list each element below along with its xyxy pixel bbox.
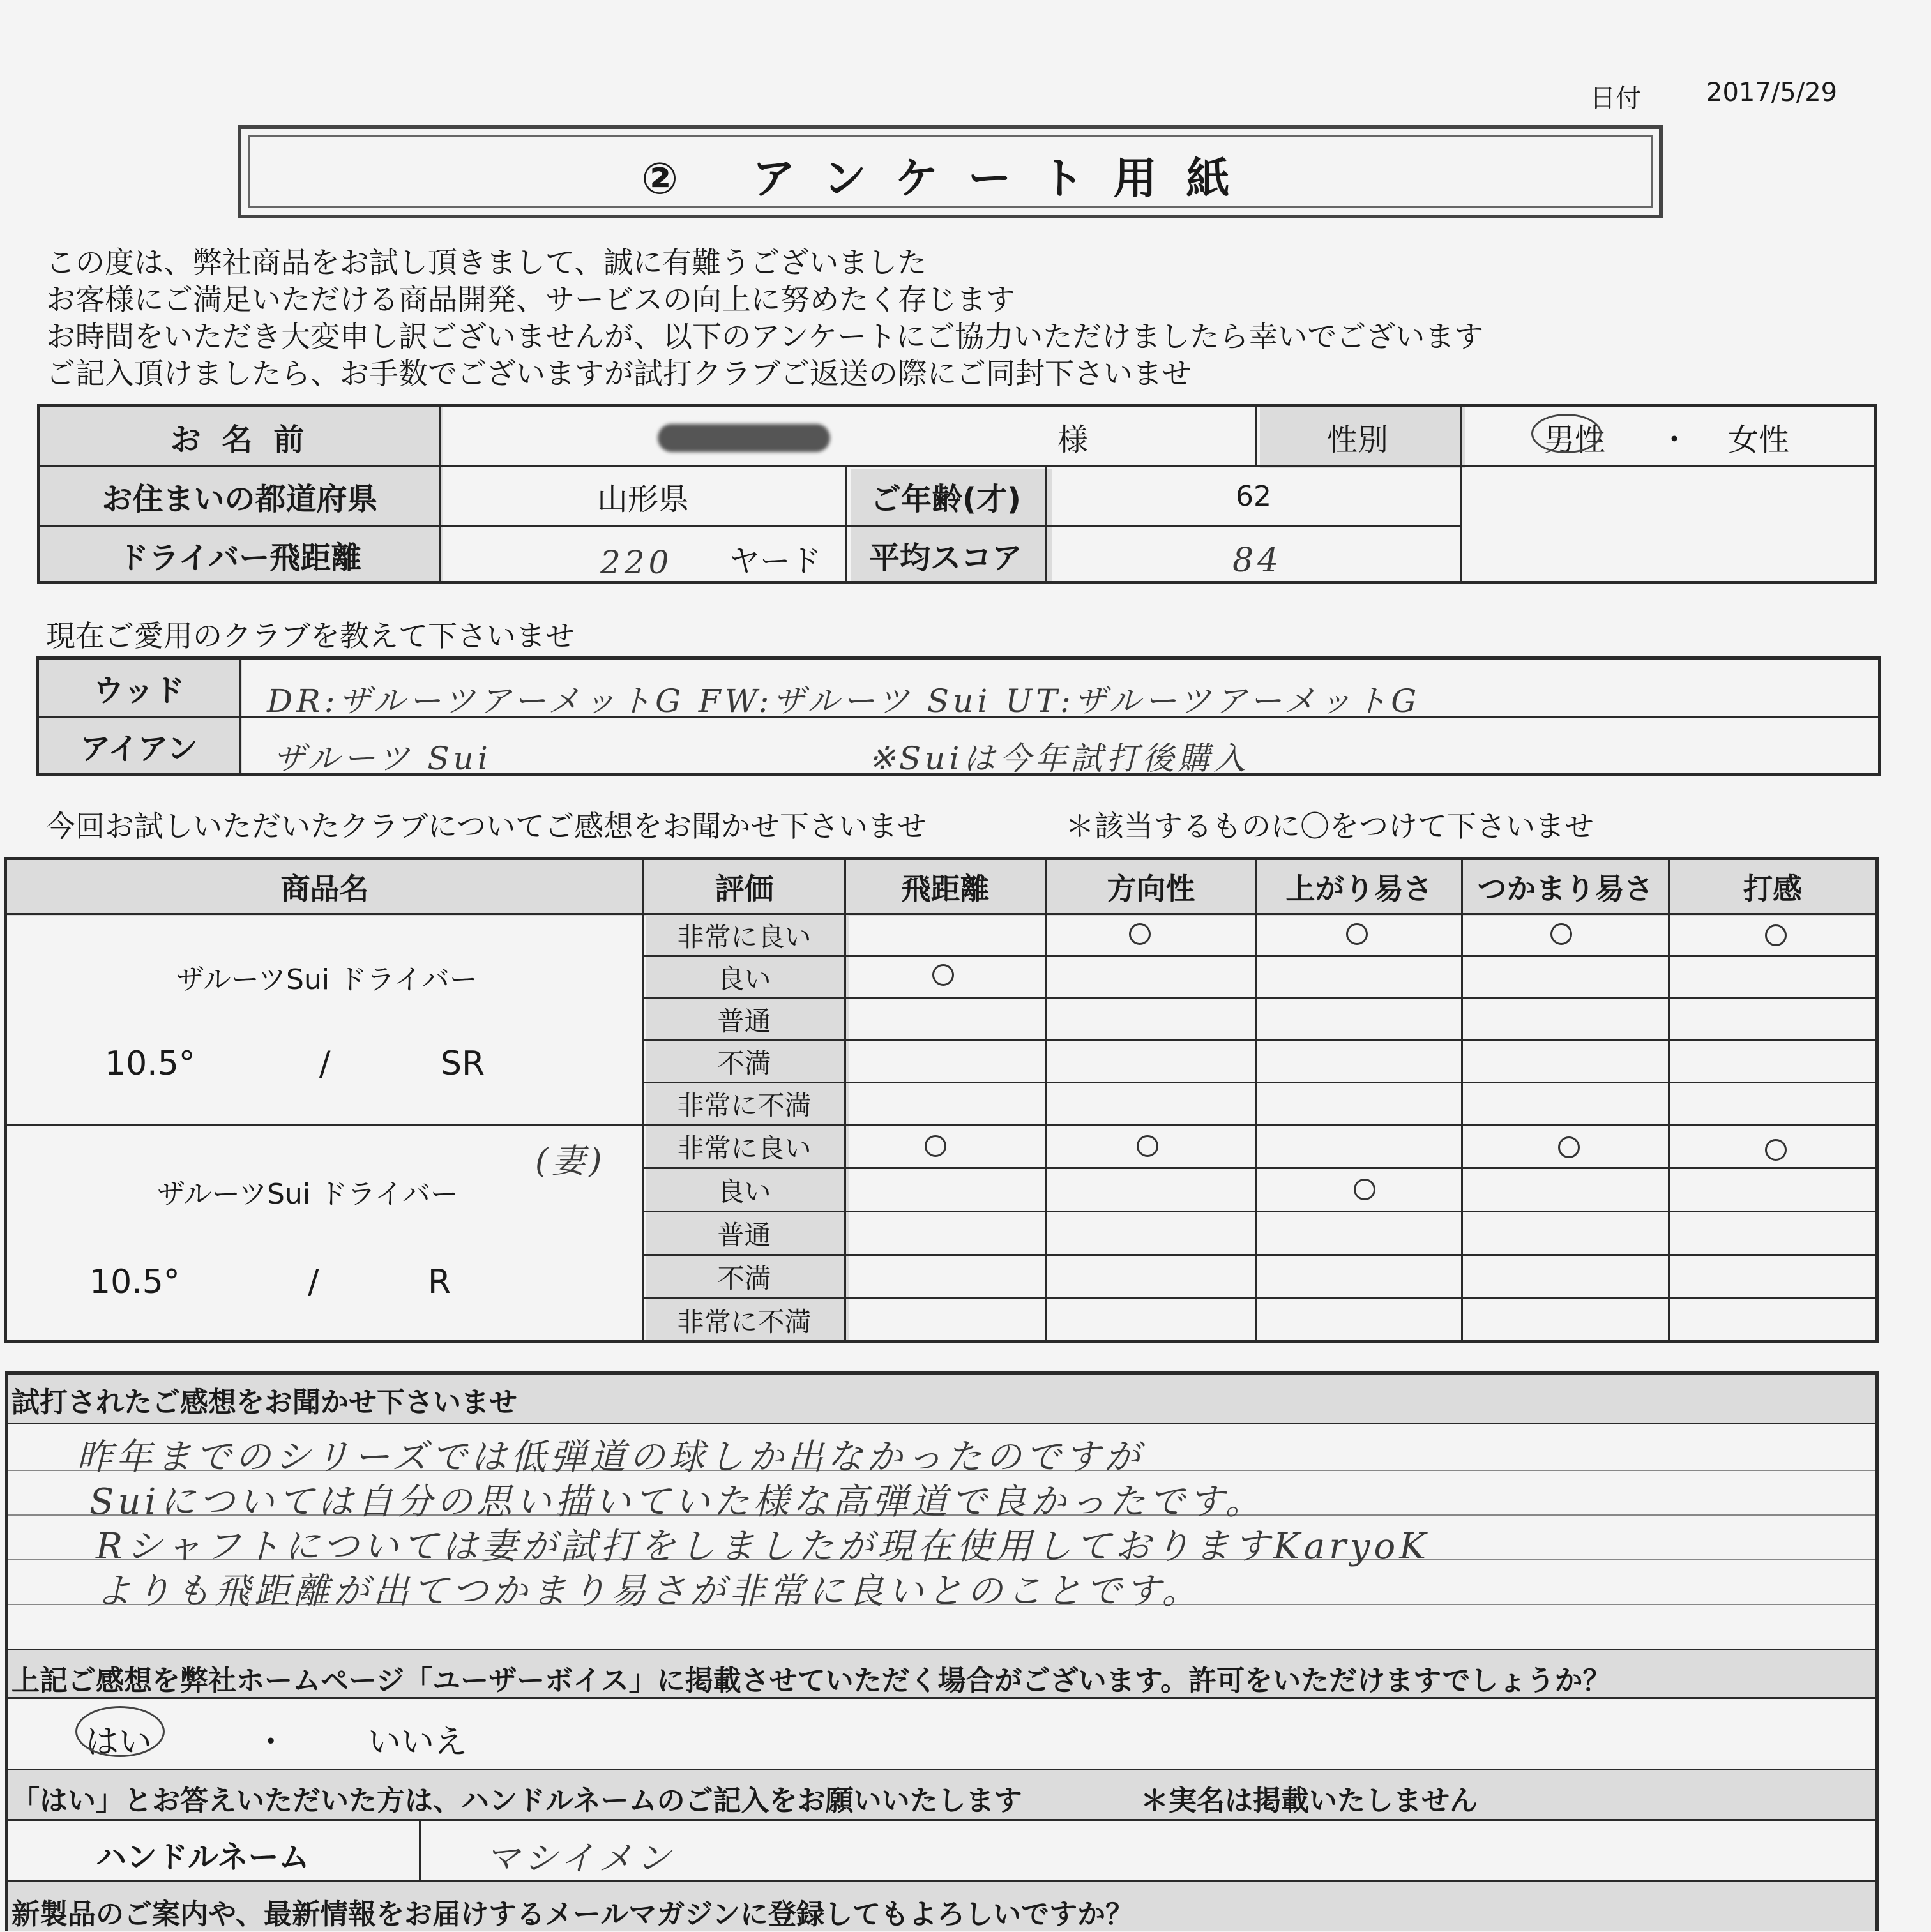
iron-label: アイアン bbox=[80, 730, 198, 767]
level-label: 普通 bbox=[717, 1005, 771, 1037]
newsletter-question: 新製品のご案内や、最新情報をお届けするメールマガジンに登録してもよろしいですか？ bbox=[11, 1898, 1134, 1931]
clubs-heading: 現在ご愛用のクラブを教えて下さいませ bbox=[46, 619, 575, 653]
gender-label: 性別 bbox=[1326, 421, 1388, 458]
rating-mark[interactable] bbox=[1550, 923, 1572, 945]
level-label: 非常に不満 bbox=[677, 1306, 812, 1338]
rating-mark[interactable] bbox=[1765, 924, 1787, 946]
rating-heading: 今回お試しいただいたクラブについてご感想をお聞かせ下さいませ bbox=[46, 809, 927, 843]
impression-line: Rシャフトについては妻が試打をしましたが現在使用しておりますKaryoK bbox=[96, 1526, 1430, 1567]
product-note: (妻) bbox=[535, 1142, 606, 1181]
age-label: ご年齢(才) bbox=[870, 481, 1021, 517]
col-evaluation: 評価 bbox=[715, 871, 774, 906]
permission-no[interactable]: いいえ bbox=[368, 1723, 468, 1762]
level-label: 良い bbox=[717, 963, 771, 995]
date-value: 2017/5/29 bbox=[1706, 78, 1838, 107]
impressions-heading: 試打されたご感想をお聞かせ下さいませ bbox=[11, 1386, 517, 1419]
product-slash: / bbox=[319, 1045, 331, 1083]
handle-instruction-note: ＊実名は掲載いたしません bbox=[1140, 1785, 1478, 1817]
age-value: 62 bbox=[1236, 479, 1271, 513]
gender-male[interactable]: 男性 bbox=[1544, 422, 1606, 458]
gender-dot: ・ bbox=[1659, 422, 1690, 458]
intro-line: お時間をいただき大変申し訳ございませんが、以下のアンケートにご協力いただけましたら幸いでございます bbox=[46, 319, 1484, 354]
product-flex: SR bbox=[441, 1045, 485, 1083]
product-loft: 10.5° bbox=[89, 1263, 180, 1301]
selected-circle-mark bbox=[75, 1706, 165, 1757]
intro-line: この度は、弊社商品をお試し頂きまして、誠に有難うございました bbox=[46, 245, 927, 280]
level-label: 普通 bbox=[717, 1219, 771, 1251]
impression-line: よりも飛距離が出てつかまり易さが非常に良いとのことです。 bbox=[96, 1571, 1202, 1612]
handle-label: ハンドルネーム bbox=[96, 1839, 310, 1875]
iron-value: ザルーツ Sui bbox=[273, 740, 492, 777]
score-value: 84 bbox=[1232, 541, 1283, 580]
rating-mark[interactable] bbox=[932, 964, 954, 986]
impression-line: Suiについては自分の思い描いていた様な高弾道で良かったです。 bbox=[89, 1481, 1265, 1523]
product-slash: / bbox=[308, 1263, 319, 1301]
distance-label: ドライバー飛距離 bbox=[117, 540, 362, 576]
level-label: 非常に不満 bbox=[677, 1089, 812, 1121]
intro-line: ご記入頂けましたら、お手数でございますが試打クラブご返送の際にご同封下さいませ bbox=[46, 356, 1192, 391]
rating-mark[interactable] bbox=[1765, 1139, 1787, 1161]
permission-yes[interactable]: はい bbox=[86, 1723, 153, 1762]
product-name: ザルーツSui ドライバー bbox=[176, 963, 478, 996]
iron-note: ※Suiは今年試打後購入 bbox=[868, 740, 1250, 777]
level-label: 良い bbox=[717, 1175, 771, 1207]
prefecture-label: お住まいの都道府県 bbox=[102, 481, 378, 517]
rating-mark[interactable] bbox=[925, 1135, 946, 1157]
handle-instruction: 「はい」とお答えいただいた方は、ハンドルネームのご記入をお願いいたします bbox=[11, 1785, 1022, 1817]
wood-value: DR:ザルーツアーメットG FW:ザルーツ Sui UT:ザルーツアーメットG bbox=[267, 683, 1421, 720]
gender-female[interactable]: 女性 bbox=[1728, 422, 1790, 458]
rating-mark[interactable] bbox=[1137, 1135, 1158, 1157]
impression-line: 昨年までのシリーズでは低弾道の球しか出なかったのですが bbox=[77, 1437, 1144, 1478]
page-title: ② アンケート用紙 bbox=[641, 154, 1259, 204]
col-distance: 飛距離 bbox=[901, 871, 990, 906]
distance-unit: ヤード bbox=[729, 543, 822, 579]
product-loft: 10.5° bbox=[105, 1045, 195, 1083]
level-label: 不満 bbox=[717, 1262, 771, 1294]
selected-circle-mark bbox=[1531, 414, 1602, 453]
level-label: 非常に良い bbox=[677, 1132, 812, 1164]
col-launch: 上がり易さ bbox=[1285, 871, 1433, 906]
level-label: 不満 bbox=[717, 1047, 771, 1079]
rating-mark[interactable] bbox=[1354, 1179, 1375, 1200]
handle-value: マシイメン bbox=[485, 1838, 675, 1878]
rating-mark[interactable] bbox=[1346, 923, 1368, 945]
rating-heading-note: ＊該当するものに〇をつけて下さいませ bbox=[1065, 809, 1594, 843]
name-label: お 名 前 bbox=[170, 421, 310, 458]
score-label: 平均スコア bbox=[868, 540, 1022, 576]
prefecture-value: 山形県 bbox=[596, 481, 689, 517]
level-label: 非常に良い bbox=[677, 921, 812, 953]
redacted-name bbox=[658, 424, 830, 452]
honorific: 様 bbox=[1057, 421, 1088, 458]
intro-line: お客様にご満足いただける商品開発、サービスの向上に努めたく存じます bbox=[46, 282, 1015, 317]
permission-dot: ・ bbox=[254, 1723, 288, 1762]
col-product: 商品名 bbox=[280, 871, 369, 906]
wood-label: ウッド bbox=[93, 673, 185, 709]
col-feel: 打感 bbox=[1743, 871, 1802, 906]
rating-mark[interactable] bbox=[1129, 923, 1151, 945]
date-label: 日付 bbox=[1590, 84, 1641, 113]
product-flex: R bbox=[428, 1263, 451, 1301]
col-direction: 方向性 bbox=[1107, 871, 1195, 906]
product-name: ザルーツSui ドライバー bbox=[157, 1178, 458, 1211]
distance-value: 220 bbox=[600, 544, 673, 581]
rating-mark[interactable] bbox=[1558, 1136, 1580, 1158]
rating-table bbox=[4, 857, 1879, 1343]
col-grip: つかまり易さ bbox=[1477, 871, 1654, 906]
permission-question: 上記ご感想を弊社ホームページ「ユーザーボイス」に掲載させていただく場合がございます。許可をいただけますでしょうか？ bbox=[11, 1664, 1611, 1697]
